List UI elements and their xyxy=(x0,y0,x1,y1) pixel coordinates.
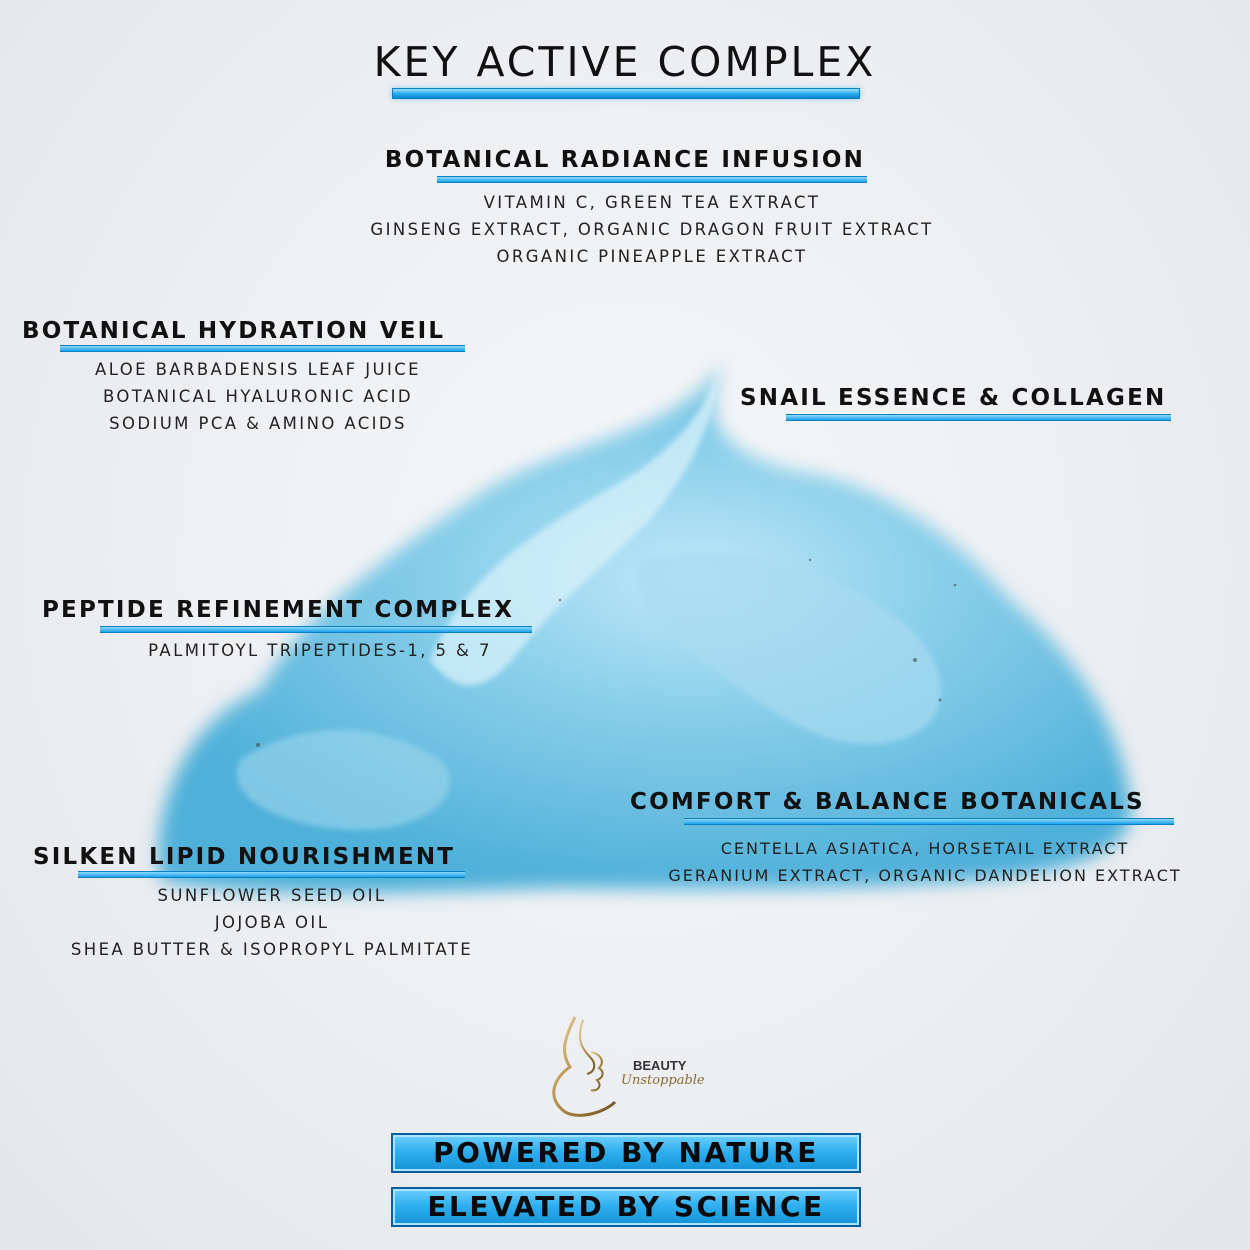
lipid-underline xyxy=(78,871,465,878)
ingredient-line: CENTELLA ASIATICA, HORSETAIL EXTRACT xyxy=(720,839,1130,858)
radiance-ingredients xyxy=(252,189,1052,270)
title-underline xyxy=(392,88,860,99)
ingredient-line: BOTANICAL HYALURONIC ACID xyxy=(102,387,413,406)
radiance-heading: BOTANICAL RADIANCE INFUSION xyxy=(384,147,866,173)
peptide-heading: PEPTIDE REFINEMENT COMPLEX xyxy=(42,597,515,623)
logo-word-beauty: BEAUTY xyxy=(633,1058,687,1073)
beauty-unstoppable-logo xyxy=(535,1012,715,1122)
lipid-heading: SILKEN LIPID NOURISHMENT xyxy=(33,844,456,870)
ingredient-line: ALOE BARBADENSIS LEAF JUICE xyxy=(95,360,421,379)
comfort-ingredients xyxy=(600,835,1250,889)
peptide-ingredients xyxy=(80,637,560,664)
logo-word-unstoppable: Unstoppable xyxy=(621,1073,705,1088)
hydration-heading: BOTANICAL HYDRATION VEIL xyxy=(22,318,446,344)
ingredient-line: PALMITOYL TRIPEPTIDES-1, 5 & 7 xyxy=(148,641,492,660)
hydration-underline xyxy=(60,345,465,352)
snail-underline xyxy=(786,414,1171,421)
tagline-elevated-by-science: ELEVATED BY SCIENCE xyxy=(391,1187,861,1227)
comfort-heading: COMFORT & BALANCE BOTANICALS xyxy=(630,789,1145,815)
radiance-underline xyxy=(437,176,867,183)
tagline-powered-by-nature: POWERED BY NATURE xyxy=(391,1133,861,1173)
hydration-ingredients xyxy=(58,356,458,437)
ingredient-line: JOJOBA OIL xyxy=(214,913,330,932)
ingredient-line: VITAMIN C, GREEN TEA EXTRACT xyxy=(483,193,821,212)
snail-heading: SNAIL ESSENCE & COLLAGEN xyxy=(740,385,1167,411)
ingredient-line: SODIUM PCA & AMINO ACIDS xyxy=(109,414,407,433)
ingredient-line: GINSENG EXTRACT, ORGANIC DRAGON FRUIT EXTRACT xyxy=(370,220,934,239)
peptide-underline xyxy=(100,626,532,633)
ingredient-line: SHEA BUTTER & ISOPROPYL PALMITATE xyxy=(70,940,474,959)
ingredient-line: SUNFLOWER SEED OIL xyxy=(157,886,387,905)
ingredient-line: GERANIUM EXTRACT, ORGANIC DANDELION EXTRACT xyxy=(668,866,1182,885)
lipid-ingredients xyxy=(22,882,522,963)
page-title: KEY ACTIVE COMPLEX xyxy=(373,38,877,86)
comfort-underline xyxy=(684,818,1174,825)
ingredient-line: ORGANIC PINEAPPLE EXTRACT xyxy=(496,247,808,266)
